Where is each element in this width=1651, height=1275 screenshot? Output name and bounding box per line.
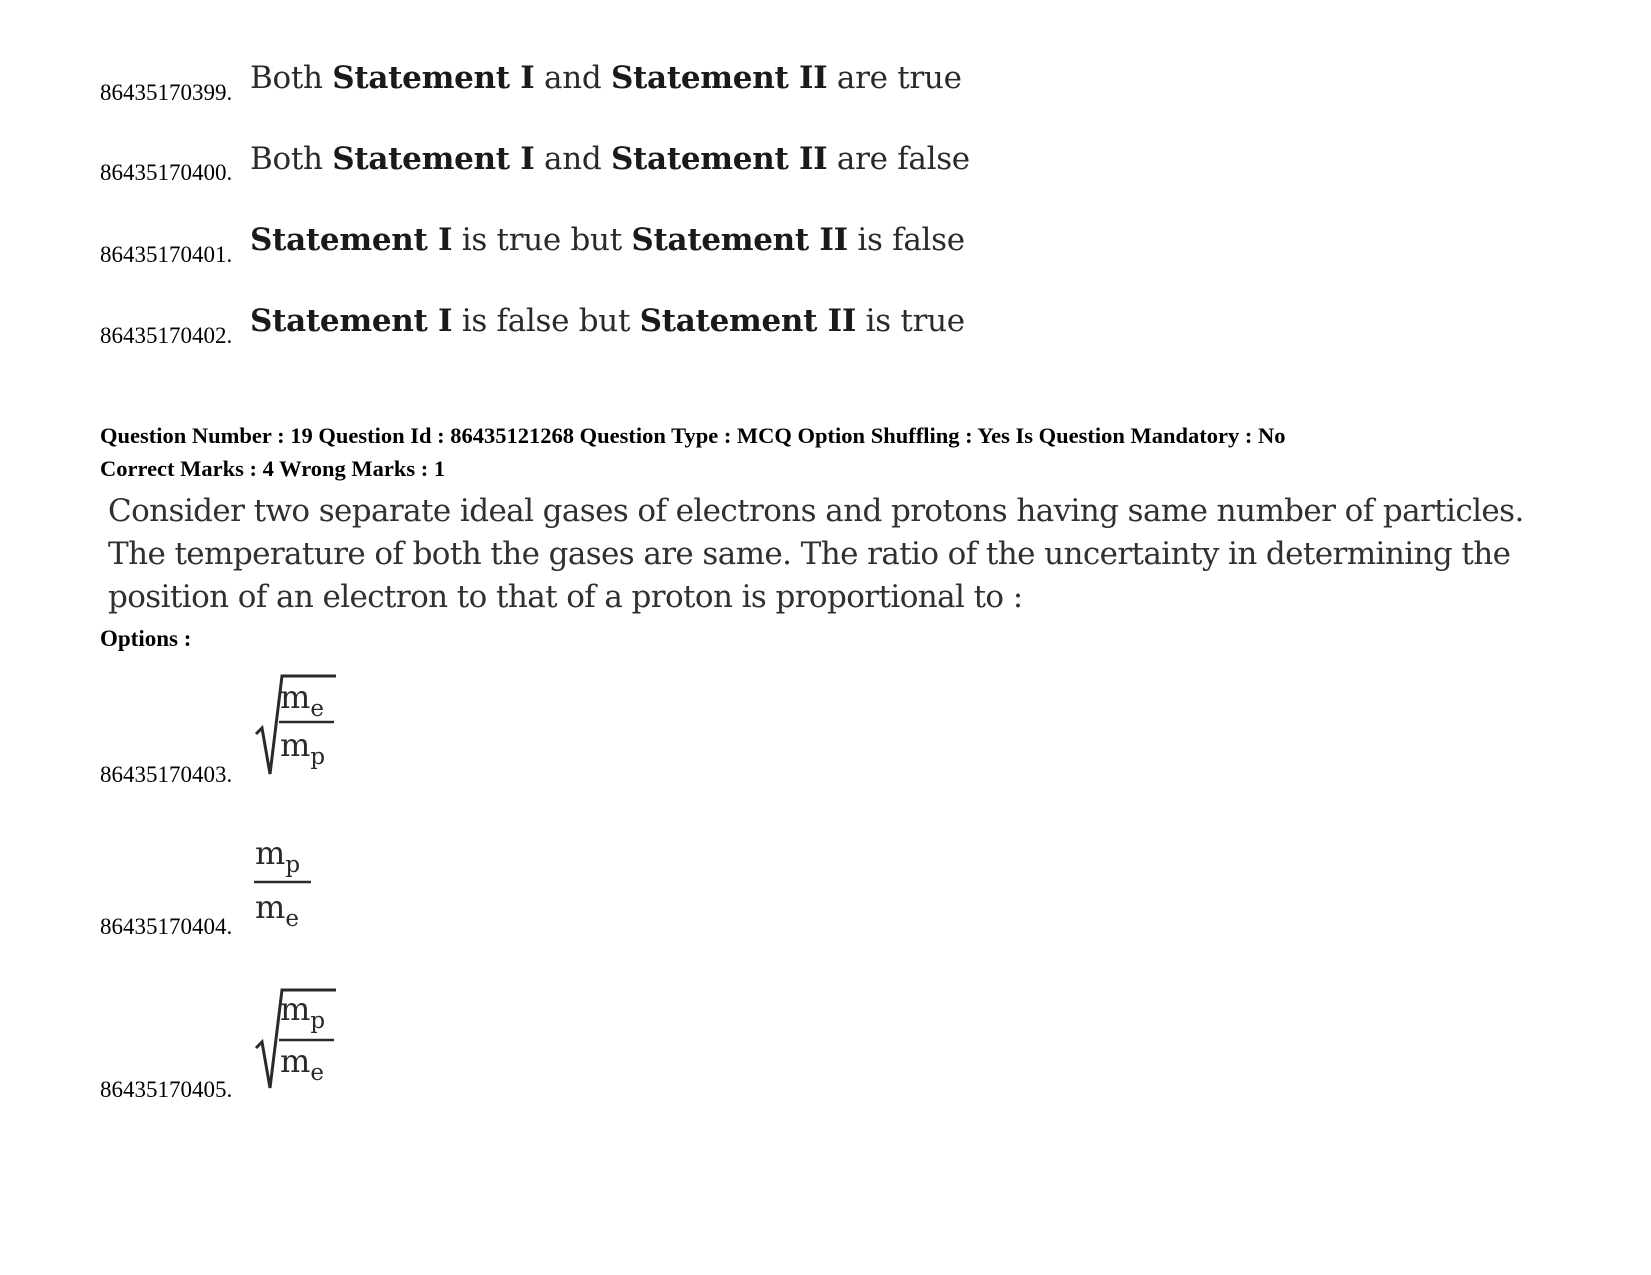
fraction-formula <box>252 832 322 940</box>
option-text: Both Statement I and Statement II are true <box>250 60 962 96</box>
option-id: 86435170404. <box>100 914 233 939</box>
option-id: 86435170401. <box>100 242 233 267</box>
sqrt-fraction-formula <box>252 984 352 1100</box>
option-text: Statement I is false but Statement II is true <box>250 303 965 339</box>
numerator: $m_p$ <box>280 990 326 1034</box>
formula-svg <box>252 670 352 782</box>
formula-svg <box>252 984 352 1096</box>
option-id: 86435170400. <box>100 160 233 185</box>
question-text <box>108 490 1524 619</box>
question-meta-line-2: Correct Marks : 4 Wrong Marks : 1 <box>100 456 446 481</box>
formula-svg <box>252 832 322 936</box>
option-id: 86435170405. <box>100 1077 233 1102</box>
question-text-line: Consider two separate ideal gases of electrons and protons having same number of particles. <box>108 493 1524 529</box>
denominator: $m_e$ <box>255 888 299 932</box>
numerator: $m_e$ <box>280 678 324 722</box>
sqrt-fraction-formula <box>252 670 352 786</box>
question-meta-line-1: Question Number : 19 Question Id : 86435121268 Question Type : MCQ Option Shuffling : Yes Is Question Mandatory : No <box>100 423 1286 448</box>
option-id: 86435170399. <box>100 80 233 105</box>
option-text: Statement I is true but Statement II is false <box>250 222 965 258</box>
options-label: Options : <box>100 626 192 651</box>
question-text-line: position of an electron to that of a proton is proportional to : <box>108 579 1023 615</box>
denominator: $m_e$ <box>280 1042 324 1086</box>
denominator: $m_p$ <box>280 726 326 770</box>
numerator: $m_p$ <box>255 834 301 878</box>
option-text: Both Statement I and Statement II are false <box>250 141 970 177</box>
question-text-line: The temperature of both the gases are same. The ratio of the uncertainty in determining the <box>108 536 1511 572</box>
option-id: 86435170402. <box>100 323 233 348</box>
option-id: 86435170403. <box>100 762 233 787</box>
